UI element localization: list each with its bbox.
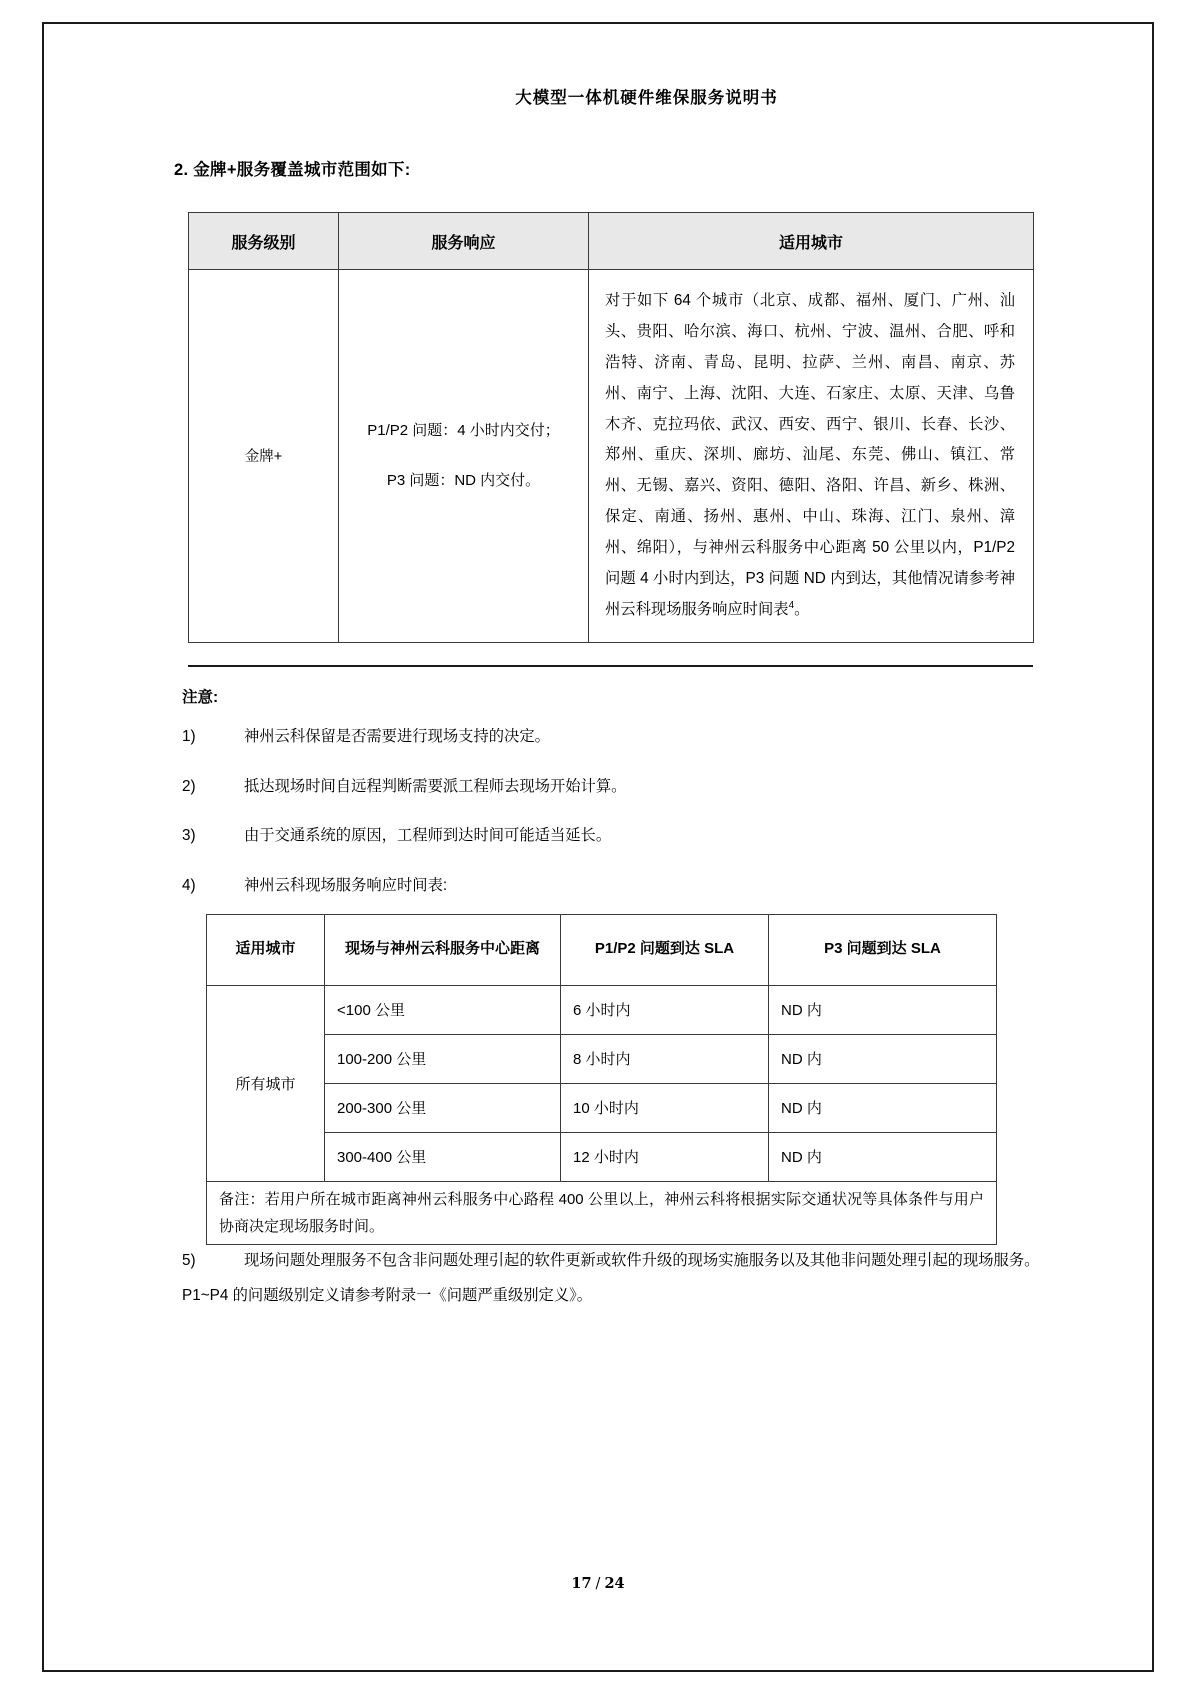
sla-cell-p1p2: 12 小时内 [561, 1132, 769, 1181]
col-header-service-response: 服务响应 [339, 213, 589, 270]
list-item [182, 824, 1074, 848]
list-item [182, 874, 1074, 898]
sla-cell-distance: 300-400 公里 [325, 1132, 561, 1181]
footer-current-page: 17 [571, 1575, 592, 1592]
response-line-p3: P3 问题：ND 内交付。 [386, 471, 541, 489]
sla-cell-p1p2: 10 小时内 [561, 1083, 769, 1132]
cities-text: 对于如下 64 个城市（北京、成都、福州、厦门、广州、汕头、贵阳、哈尔滨、海口、杭州、宁波、温州、合肥、呼和浩特、济南、青岛、昆明、拉萨、兰州、南昌、南京、苏州、南宁、上海、沈阳、大连、石家庄、太原、天津、乌鲁木齐、克拉玛依、武汉、西安、西宁、银川、长春、长沙、郑州、重庆、深圳、廊坊、汕尾、东莞、佛山、镇江、常州、无锡、嘉兴、资阳、德阳、洛阳、许昌、新乡、株洲、保定、南通、扬州、惠州、中山、珠海、江门、泉州、漳州、绵阳），与神州云科服务中心距离 50 公里以内，P1/P2 问题 4 小时内到达，P3 问题 ND 内到达，其他情况请参考神州云科现场服务响应时间表 [605, 292, 1015, 618]
sla-cell-p3: ND 内 [769, 1083, 997, 1132]
table-row [207, 1034, 997, 1083]
sla-cell-distance: <100 公里 [325, 985, 561, 1034]
notes-title: 注意: [182, 688, 219, 706]
page-content [44, 24, 1152, 1670]
list-item-number: 4) [182, 876, 196, 894]
sla-cell-city-group: 所有城市 [207, 985, 325, 1181]
sla-cell-p1p2: 6 小时内 [561, 985, 769, 1034]
section-title: 2. 金牌+服务覆盖城市范围如下: [174, 161, 411, 179]
sla-col-header-city: 适用城市 [207, 914, 325, 985]
list-item-number: 5) [182, 1251, 196, 1269]
list-item [182, 725, 1074, 749]
sla-header-row [207, 914, 997, 985]
sla-cell-p1p2: 8 小时内 [561, 1034, 769, 1083]
document-page [42, 22, 1154, 1672]
sla-col-header-p1p2: P1/P2 问题到达 SLA [561, 914, 769, 985]
footer-total-pages: 24 [604, 1575, 625, 1592]
list-item-number: 1) [182, 727, 196, 745]
sla-col-header-p3: P3 问题到达 SLA [769, 914, 997, 985]
section-divider [188, 665, 1033, 667]
notes-list [164, 725, 1074, 898]
sla-cell-distance: 200-300 公里 [325, 1083, 561, 1132]
list-item [182, 775, 1074, 799]
sla-col-header-distance: 现场与神州云科服务中心距离 [325, 914, 561, 985]
cell-service-level: 金牌+ [189, 270, 339, 643]
list-item-text: 神州云科现场服务响应时间表: [244, 876, 448, 894]
table-row [207, 1132, 997, 1181]
list-item-text: 现场问题处理服务不包含非问题处理引起的软件更新或软件升级的现场实施服务以及其他非问题处理引起的现场服务。 [244, 1251, 1040, 1269]
sla-cell-p3: ND 内 [769, 985, 997, 1034]
sla-cell-p3: ND 内 [769, 1132, 997, 1181]
col-header-applicable-cities: 适用城市 [589, 213, 1034, 270]
cell-service-response [339, 270, 589, 643]
table-row [189, 270, 1034, 643]
closing-paragraph: P1~P4 的问题级别定义请参考附录一《问题严重级别定义》。 [182, 1287, 593, 1305]
sla-footnote-row [207, 1181, 997, 1244]
document-header-title: 大模型一体机硬件维保服务说明书 [515, 88, 778, 107]
response-line-p1p2: P1/P2 问题：4 小时内交付； [367, 422, 560, 440]
footer-separator: / [595, 1576, 601, 1592]
list-item-text: 抵达现场时间自远程判断需要派工程师去现场开始计算。 [244, 777, 627, 795]
coverage-table [188, 212, 1034, 643]
col-header-service-level: 服务级别 [189, 213, 339, 270]
notes-list-continued [164, 1249, 1074, 1273]
list-item-text: 神州云科保留是否需要进行现场支持的决定。 [244, 727, 550, 745]
list-item-number: 3) [182, 827, 196, 845]
list-item-number: 2) [182, 777, 196, 795]
list-item [182, 1249, 1074, 1273]
cities-text-end: 。 [794, 600, 810, 618]
page-footer [44, 1575, 1152, 1592]
sla-cell-distance: 100-200 公里 [325, 1034, 561, 1083]
sla-response-time-table [206, 914, 997, 1245]
cell-applicable-cities [589, 270, 1034, 643]
table-row [207, 1083, 997, 1132]
sla-footnote: 备注：若用户所在城市距离神州云科服务中心路程 400 公里以上，神州云科将根据实际交通状况等具体条件与用户协商决定现场服务时间。 [207, 1181, 997, 1244]
list-item-text: 由于交通系统的原因，工程师到达时间可能适当延长。 [244, 827, 612, 845]
table-row [207, 985, 997, 1034]
cities-footnote-marker: 4 [788, 599, 795, 611]
sla-cell-p3: ND 内 [769, 1034, 997, 1083]
table-header-row [189, 213, 1034, 270]
